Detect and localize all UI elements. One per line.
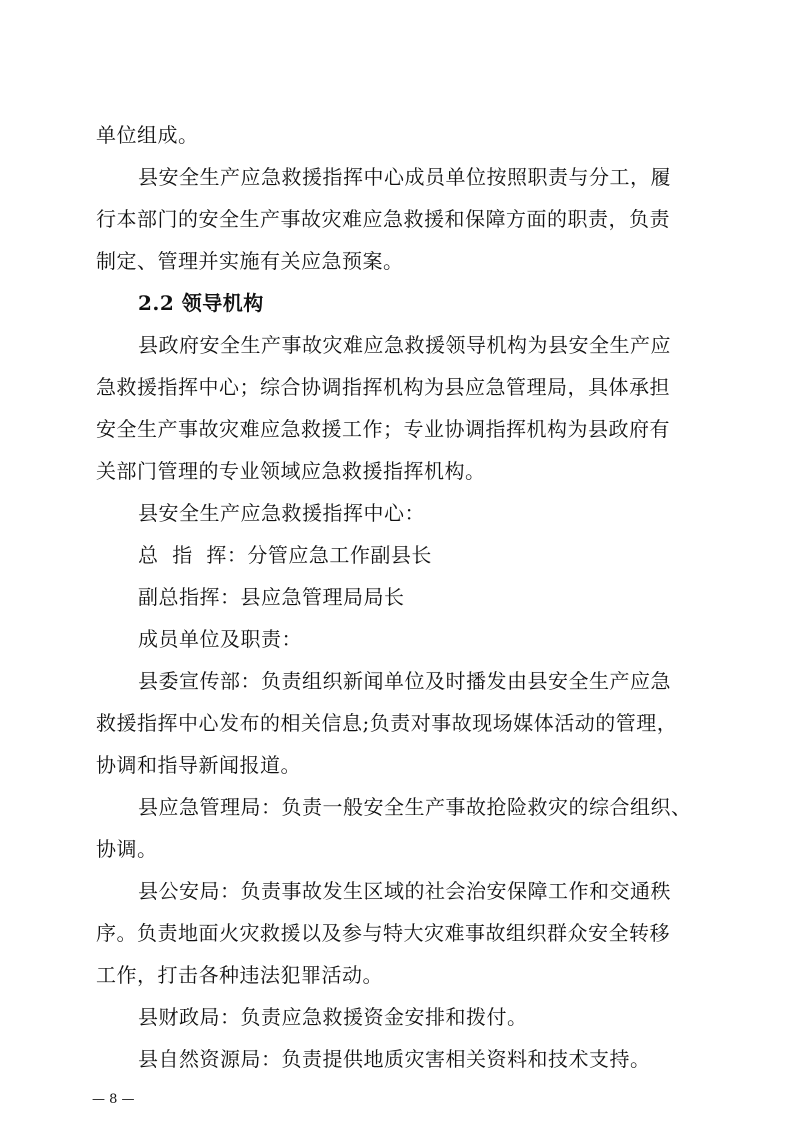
text-line: 工作，打击各种违法犯罪活动。: [96, 963, 383, 987]
text-line: 制定、管理并实施有关应急预案。: [96, 249, 404, 273]
text-line: 县委宣传部：负责组织新闻单位及时播发由县安全生产应急: [138, 669, 671, 693]
text-line: 单位组成。: [96, 123, 199, 147]
text-line: 县安全生产应急救援指挥中心成员单位按照职责与分工，履: [138, 165, 671, 189]
text-line: 协调和指导新闻报道。: [96, 753, 301, 777]
text-line: 急救援指挥中心；综合协调指挥机构为县应急管理局，具体承担: [96, 375, 670, 399]
text-line: 县自然资源局：负责提供地质灾害相关资料和技术支持。: [138, 1047, 651, 1071]
text-line: 序。负责地面火灾救援以及参与特大灾难事故组织群众安全转移: [96, 921, 670, 945]
text-line: 行本部门的安全生产事故灾难应急救援和保障方面的职责，负责: [96, 207, 670, 231]
text-line: 总 指 挥：分管应急工作副县长: [138, 543, 432, 567]
page-number: — 8 —: [92, 1092, 135, 1107]
text-line: 协调。: [96, 837, 158, 861]
text-line: 成员单位及职责：: [138, 627, 302, 651]
text-line: 县政府安全生产事故灾难应急救援领导机构为县安全生产应: [138, 333, 671, 357]
text-line: 副总指挥：县应急管理局局长: [138, 585, 405, 609]
text-line: 关部门管理的专业领域应急救援指挥机构。: [96, 459, 486, 483]
section-heading: 2.2 领导机构: [138, 291, 264, 315]
text-line: 救援指挥中心发布的相关信息;负责对事故现场媒体活动的管理，: [96, 711, 678, 735]
text-line: 县安全生产应急救援指挥中心：: [138, 501, 425, 525]
text-line: 县公安局：负责事故发生区域的社会治安保障工作和交通秩: [138, 879, 671, 903]
text-line: 县财政局：负责应急救援资金安排和拨付。: [138, 1005, 528, 1029]
text-line: 安全生产事故灾难应急救援工作；专业协调指挥机构为县政府有: [96, 417, 670, 441]
text-line: 县应急管理局：负责一般安全生产事故抢险救灾的综合组织、: [138, 795, 692, 819]
